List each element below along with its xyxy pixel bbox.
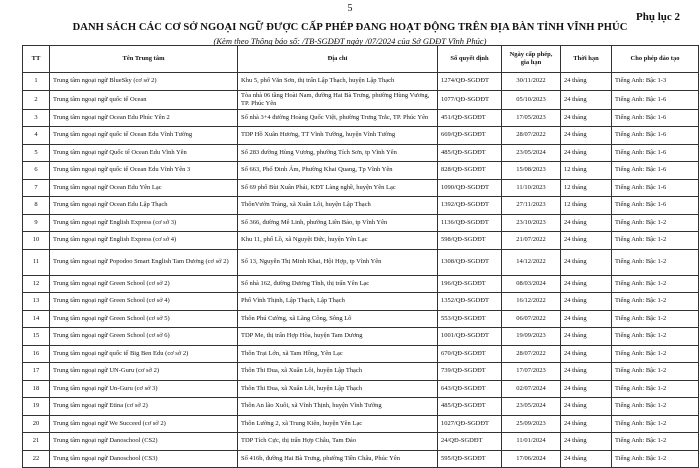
- cell-center-name: Trung tâm ngoại ngữ English Express (cơ sở 4): [50, 232, 238, 250]
- cell-address: Số 663, Phố Đinh Ám, Phường Khai Quang, Tp Vĩnh Yên: [238, 162, 438, 180]
- cell-center-name: Trung tâm ngoại ngữ Ocean Edu Phúc Yên 2: [50, 109, 238, 127]
- cell-center-name: Trung tâm ngoại ngữ Quốc tế Ocean Edu Vĩnh Yên: [50, 144, 238, 162]
- cell-tt: 10: [23, 232, 50, 250]
- cell-decision-number: 739/QĐ-SGDĐT: [438, 363, 502, 381]
- cell-license-date: 27/11/2023: [502, 197, 561, 215]
- table-row: [23, 162, 699, 180]
- cell-tt: 9: [23, 214, 50, 232]
- cell-center-name: Trung tâm ngoại ngữ quốc tế Ocean Edu Vĩnh Yên 3: [50, 162, 238, 180]
- cell-license-date: 16/12/2022: [502, 293, 561, 311]
- cell-center-name: Trung tâm ngoại ngữ Green School (cơ sở 6): [50, 328, 238, 346]
- cell-tt: 20: [23, 415, 50, 433]
- cell-tt: 19: [23, 398, 50, 416]
- cell-tt: 3: [23, 109, 50, 127]
- cell-tt: 16: [23, 345, 50, 363]
- cell-term: 24 tháng: [561, 275, 612, 293]
- cell-tt: 17: [23, 363, 50, 381]
- cell-address: Phố Vĩnh Thịnh, Lập Thạch, Lập Thạch: [238, 293, 438, 311]
- cell-decision-number: 1077/QĐ-SGDĐT: [438, 90, 502, 109]
- cell-decision-number: 643/QĐ-SGDĐT: [438, 380, 502, 398]
- cell-address: TDP Hồ Xuân Hương, TT Vĩnh Tường, huyện Vĩnh Tường: [238, 127, 438, 145]
- table-row: [23, 232, 699, 250]
- cell-center-name: Trung tâm ngoại ngữ Popodoo Smart English Tam Dương (cơ sở 2): [50, 249, 238, 275]
- cell-term: 24 tháng: [561, 450, 612, 468]
- cell-training-permit: Tiếng Anh: Bậc 1-2: [612, 433, 699, 451]
- cell-address: Thôn Phú Cường, xã Lãng Công, Sông Lô: [238, 310, 438, 328]
- cell-address: Khu 11, phố Lồ, xã Nguyệt Đức, huyện Yên Lạc: [238, 232, 438, 250]
- cell-address: TDP Me, thị trấn Hợp Hòa, huyện Tam Dương: [238, 328, 438, 346]
- cell-tt: 22: [23, 450, 50, 468]
- cell-tt: 12: [23, 275, 50, 293]
- centers-table: [22, 45, 699, 468]
- cell-license-date: 08/03/2024: [502, 275, 561, 293]
- cell-training-permit: Tiếng Anh: Bậc 1-2: [612, 398, 699, 416]
- cell-term: 24 tháng: [561, 398, 612, 416]
- cell-term: 12 tháng: [561, 197, 612, 215]
- cell-decision-number: 828/QĐ-SGDĐT: [438, 162, 502, 180]
- table-row: [23, 345, 699, 363]
- cell-decision-number: 598/QĐ-SGDĐT: [438, 232, 502, 250]
- header-license-date: Ngày cấp phép, gia hạn: [502, 46, 561, 73]
- cell-training-permit: Tiếng Anh: Bậc 1-2: [612, 232, 699, 250]
- table-row: [23, 73, 699, 91]
- cell-center-name: Trung tâm ngoại ngữ Un-Guru (cơ sở 3): [50, 380, 238, 398]
- cell-training-permit: Tiếng Anh: Bậc 1-2: [612, 275, 699, 293]
- cell-address: Tòa nhà 06 tầng Hoài Nam, đường Hai Bà Trưng, phường Hùng Vương, TP. Phúc Yên: [238, 90, 438, 109]
- cell-address: ThônVườn Tràng, xã Xuân Lôi, huyện Lập Thạch: [238, 197, 438, 215]
- cell-address: Số nhà 162, đường Dương Tĩnh, thị trấn Yên Lạc: [238, 275, 438, 293]
- document-subtitle: (Kèm theo Thông báo số: /TB-SGDĐT ngày /07/2024 của Sở GDĐT Vĩnh Phúc): [213, 36, 487, 46]
- cell-decision-number: 1352/QĐ-SGDĐT: [438, 293, 502, 311]
- cell-term: 24 tháng: [561, 433, 612, 451]
- cell-decision-number: 553/QĐ-SGDĐT: [438, 310, 502, 328]
- cell-license-date: 06/07/2022: [502, 310, 561, 328]
- table-row: [23, 328, 699, 346]
- appendix-label: Phụ lục 2: [636, 11, 681, 23]
- cell-term: 24 tháng: [561, 109, 612, 127]
- cell-address: Số 69 phố Bùi Xuân Phái, KĐT Làng nghề, huyện Yên Lạc: [238, 179, 438, 197]
- cell-license-date: 17/06/2024: [502, 450, 561, 468]
- cell-training-permit: Tiếng Anh: Bậc 1-3: [612, 73, 699, 91]
- cell-term: 24 tháng: [561, 310, 612, 328]
- cell-address: Số 366, đường Mê Linh, phường Liên Bảo, tp Vĩnh Yên: [238, 214, 438, 232]
- cell-address: Số 416b, đường Hai Bà Trưng, phường Tiền Châu, Phúc Yên: [238, 450, 438, 468]
- cell-training-permit: Tiếng Anh: Bậc 1-2: [612, 214, 699, 232]
- cell-training-permit: Tiếng Anh: Bậc 1-2: [612, 249, 699, 275]
- cell-training-permit: Tiếng Anh: Bậc 1-6: [612, 127, 699, 145]
- table-row: [23, 109, 699, 127]
- cell-training-permit: Tiếng Anh: Bậc 1-2: [612, 293, 699, 311]
- cell-decision-number: 670/QĐ-SGDĐT: [438, 345, 502, 363]
- cell-center-name: Trung tâm ngoại ngữ Green School (cơ sở 2): [50, 275, 238, 293]
- table-row: [23, 433, 699, 451]
- cell-training-permit: Tiếng Anh: Bậc 1-6: [612, 162, 699, 180]
- table-row: [23, 144, 699, 162]
- header-term: Thời hạn: [561, 46, 612, 73]
- cell-license-date: 21/07/2022: [502, 232, 561, 250]
- cell-tt: 11: [23, 249, 50, 275]
- cell-license-date: 19/09/2023: [502, 328, 561, 346]
- cell-tt: 1: [23, 73, 50, 91]
- cell-license-date: 11/10/2023: [502, 179, 561, 197]
- cell-center-name: Trung tâm ngoại ngữ BlueSky (cơ sở 2): [50, 73, 238, 91]
- cell-term: 24 tháng: [561, 232, 612, 250]
- table-row: [23, 179, 699, 197]
- header-training-permit: Cho phép đào tạo: [612, 46, 699, 73]
- cell-center-name: Trung tâm ngoại ngữ Ocean Edu Yên Lạc: [50, 179, 238, 197]
- cell-term: 12 tháng: [561, 179, 612, 197]
- cell-center-name: Trung tâm ngoại ngữ Danoschool (CS3): [50, 450, 238, 468]
- table-row: [23, 249, 699, 275]
- cell-address: Số nhà 3+4 đường Hoàng Quốc Việt, phường Trưng Trắc, TP. Phúc Yên: [238, 109, 438, 127]
- table-body: [23, 73, 699, 468]
- table-row: [23, 293, 699, 311]
- cell-center-name: Trung tâm ngoại ngữ Danoschool (CS2): [50, 433, 238, 451]
- cell-term: 24 tháng: [561, 380, 612, 398]
- cell-center-name: Trung tâm ngoại ngữ Green School (cơ sở 4): [50, 293, 238, 311]
- cell-decision-number: 485/QĐ-SGDĐT: [438, 398, 502, 416]
- cell-training-permit: Tiếng Anh: Bậc 1-2: [612, 450, 699, 468]
- cell-training-permit: Tiếng Anh: Bậc 1-2: [612, 328, 699, 346]
- cell-term: 24 tháng: [561, 90, 612, 109]
- cell-training-permit: Tiếng Anh: Bậc 1-2: [612, 380, 699, 398]
- cell-center-name: Trung tâm ngoại ngữ Etina (cơ sở 2): [50, 398, 238, 416]
- cell-tt: 18: [23, 380, 50, 398]
- cell-address: Số 13, Nguyễn Thị Minh Khai, Hội Hợp, tp Vĩnh Yên: [238, 249, 438, 275]
- cell-license-date: 15/08/2023: [502, 162, 561, 180]
- cell-license-date: 23/05/2024: [502, 398, 561, 416]
- cell-center-name: Trung tâm ngoại ngữ UN-Guru (cơ sở 2): [50, 363, 238, 381]
- cell-training-permit: Tiếng Anh: Bậc 1-2: [612, 415, 699, 433]
- cell-address: Thôn Thi Đua, xã Xuân Lôi, huyện Lập Thạch: [238, 363, 438, 381]
- cell-decision-number: 595/QĐ-SGDĐT: [438, 450, 502, 468]
- cell-address: Số 283 đường Hùng Vương, phường Tích Sơn, tp Vĩnh Yên: [238, 144, 438, 162]
- cell-tt: 2: [23, 90, 50, 109]
- cell-center-name: Trung tâm ngoại ngữ quốc tế Big Ben Edu (cơ sở 2): [50, 345, 238, 363]
- cell-center-name: Trung tâm ngoại ngữ English Express (cơ sở 3): [50, 214, 238, 232]
- cell-training-permit: Tiếng Anh: Bậc 1-6: [612, 109, 699, 127]
- cell-tt: 13: [23, 293, 50, 311]
- cell-decision-number: 196/QĐ-SGDĐT: [438, 275, 502, 293]
- cell-decision-number: 1274/QĐ-SGDĐT: [438, 73, 502, 91]
- header-center-name: Tên Trung tâm: [50, 46, 238, 73]
- table-row: [23, 380, 699, 398]
- cell-training-permit: Tiếng Anh: Bậc 1-2: [612, 345, 699, 363]
- cell-decision-number: 1001/QĐ-SGDĐT: [438, 328, 502, 346]
- cell-term: 24 tháng: [561, 144, 612, 162]
- table-row: [23, 450, 699, 468]
- cell-address: TDP Tích Cực, thị trấn Hợp Châu, Tam Đảo: [238, 433, 438, 451]
- table-row: [23, 363, 699, 381]
- cell-term: 24 tháng: [561, 293, 612, 311]
- cell-license-date: 05/10/2023: [502, 90, 561, 109]
- cell-training-permit: Tiếng Anh: Bậc 1-6: [612, 90, 699, 109]
- cell-license-date: 28/07/2022: [502, 345, 561, 363]
- cell-center-name: Trung tâm ngoại ngữ quốc tế Ocean: [50, 90, 238, 109]
- table-row: [23, 415, 699, 433]
- table-row: [23, 197, 699, 215]
- cell-term: 24 tháng: [561, 345, 612, 363]
- table-row: [23, 398, 699, 416]
- cell-training-permit: Tiếng Anh: Bậc 1-2: [612, 363, 699, 381]
- cell-tt: 8: [23, 197, 50, 215]
- table-row: [23, 275, 699, 293]
- cell-tt: 7: [23, 179, 50, 197]
- cell-tt: 14: [23, 310, 50, 328]
- cell-license-date: 23/05/2024: [502, 144, 561, 162]
- cell-training-permit: Tiếng Anh: Bậc 1-6: [612, 179, 699, 197]
- header-tt: TT: [23, 46, 50, 73]
- cell-license-date: 28/07/2022: [502, 127, 561, 145]
- cell-license-date: 17/07/2023: [502, 363, 561, 381]
- cell-decision-number: 1308/QĐ-SGDĐT: [438, 249, 502, 275]
- cell-address: Thôn Trại Lớn, xã Tam Hồng, Yên Lạc: [238, 345, 438, 363]
- cell-tt: 21: [23, 433, 50, 451]
- page-number: 5: [347, 3, 353, 14]
- cell-training-permit: Tiếng Anh: Bậc 1-6: [612, 197, 699, 215]
- cell-term: 24 tháng: [561, 328, 612, 346]
- header-decision-number: Số quyết định: [438, 46, 502, 73]
- cell-address: Thôn Thi Đua, xã Xuân Lôi, huyện Lập Thạch: [238, 380, 438, 398]
- cell-center-name: Trung tâm ngoại ngữ Ocean Edu Lập Thạch: [50, 197, 238, 215]
- cell-tt: 15: [23, 328, 50, 346]
- cell-address: Thôn Lường 2, xã Trung Kiên, huyện Yên Lạc: [238, 415, 438, 433]
- cell-term: 24 tháng: [561, 415, 612, 433]
- cell-decision-number: 1136/QĐ-SGDĐT: [438, 214, 502, 232]
- document-title: DANH SÁCH CÁC CƠ SỞ NGOẠI NGỮ ĐƯỢC CẤP PHÉP ĐANG HOẠT ĐỘNG TRÊN ĐỊA BÀN TỈNH VĨNH PHÚC: [72, 22, 628, 33]
- cell-tt: 6: [23, 162, 50, 180]
- cell-license-date: 11/01/2024: [502, 433, 561, 451]
- cell-center-name: Trung tâm ngoại ngữ We Succeed (cơ sở 2): [50, 415, 238, 433]
- header-address: Địa chỉ: [238, 46, 438, 73]
- cell-term: 24 tháng: [561, 249, 612, 275]
- cell-license-date: 17/05/2023: [502, 109, 561, 127]
- cell-decision-number: 669/QĐ-SGDĐT: [438, 127, 502, 145]
- cell-tt: 4: [23, 127, 50, 145]
- table-row: [23, 90, 699, 109]
- table-header-row: [23, 46, 699, 73]
- cell-license-date: 30/11/2022: [502, 73, 561, 91]
- cell-decision-number: 451/QĐ-SGDĐT: [438, 109, 502, 127]
- cell-license-date: 23/10/2023: [502, 214, 561, 232]
- cell-tt: 5: [23, 144, 50, 162]
- cell-decision-number: 24/QĐ-SGDĐT: [438, 433, 502, 451]
- cell-decision-number: 1392/QĐ-SGDĐT: [438, 197, 502, 215]
- cell-term: 24 tháng: [561, 73, 612, 91]
- cell-training-permit: Tiếng Anh: Bậc 1-6: [612, 144, 699, 162]
- table-row: [23, 310, 699, 328]
- cell-address: Khu 5, phố Văn Sơn, thị trấn Lập Thạch, huyện Lập Thạch: [238, 73, 438, 91]
- cell-center-name: Trung tâm ngoại ngữ quốc tế Ocean Edu Vĩnh Tường: [50, 127, 238, 145]
- cell-license-date: 14/12/2022: [502, 249, 561, 275]
- cell-address: Thôn An lão Xuôi, xã Vĩnh Thịnh, huyện Vĩnh Tường: [238, 398, 438, 416]
- cell-term: 24 tháng: [561, 214, 612, 232]
- cell-decision-number: 1027/QĐ-SGDĐT: [438, 415, 502, 433]
- cell-term: 24 tháng: [561, 363, 612, 381]
- cell-training-permit: Tiếng Anh: Bậc 1-2: [612, 310, 699, 328]
- table-row: [23, 127, 699, 145]
- table-row: [23, 214, 699, 232]
- cell-license-date: 02/07/2024: [502, 380, 561, 398]
- cell-license-date: 25/09/2023: [502, 415, 561, 433]
- cell-term: 24 tháng: [561, 127, 612, 145]
- cell-decision-number: 1090/QĐ-SGDĐT: [438, 179, 502, 197]
- cell-center-name: Trung tâm ngoại ngữ Green School (cơ sở 5): [50, 310, 238, 328]
- cell-decision-number: 485/QĐ-SGDĐT: [438, 144, 502, 162]
- cell-term: 12 tháng: [561, 162, 612, 180]
